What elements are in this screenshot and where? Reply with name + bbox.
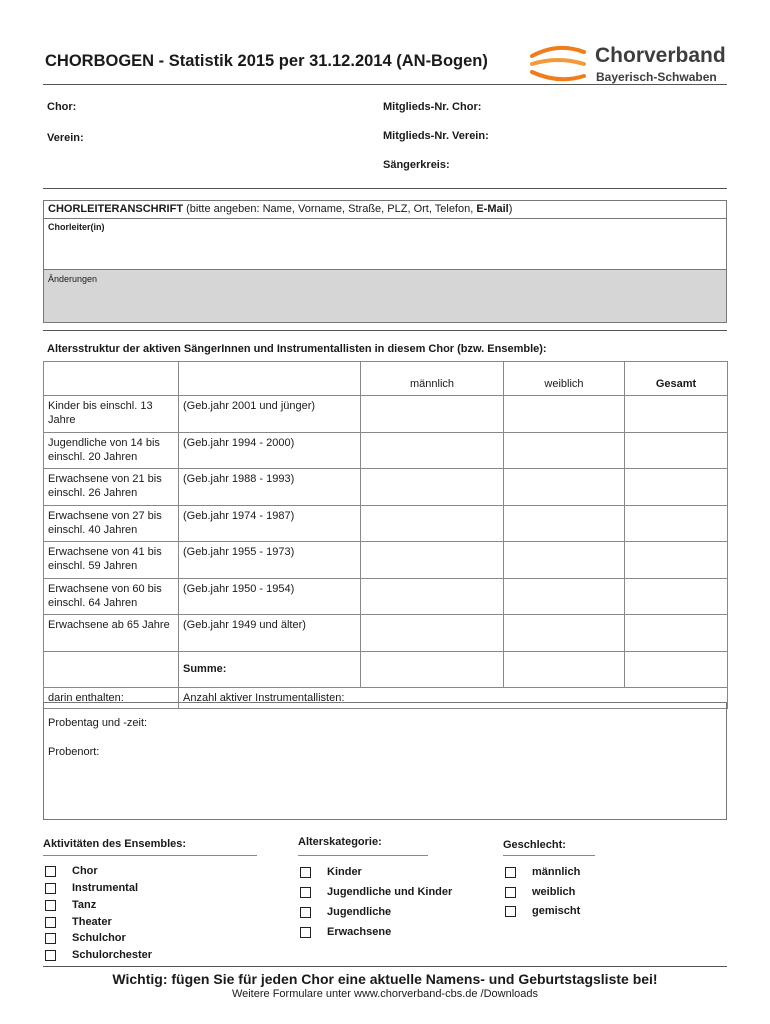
instrument-count-field[interactable]: Anzahl aktiver Instrumentallisten: <box>179 688 728 709</box>
header-cell-gesamt: Gesamt <box>625 362 728 396</box>
weiblich-input-cell[interactable] <box>504 469 625 506</box>
age-structure-heading: Altersstruktur der aktiven SängerInnen und Instrumentallisten in diesem Chor (bzw. Ensemble): <box>47 343 547 355</box>
gesamt-input-cell[interactable] <box>625 505 728 542</box>
table-row <box>44 615 728 652</box>
contained-label: darin enthalten: <box>44 688 179 709</box>
chor-field-label[interactable]: Chor: <box>47 101 77 113</box>
logo <box>528 44 748 86</box>
maennlich-input-cell[interactable] <box>361 505 504 542</box>
checkbox[interactable] <box>300 907 311 918</box>
table-row <box>44 542 728 579</box>
verein-field-label[interactable]: Verein: <box>47 132 84 144</box>
chorleiter-label: Chorleiter(in) <box>48 222 105 232</box>
logo-title: Chorverband <box>595 44 726 67</box>
checkbox[interactable] <box>45 950 56 961</box>
fields-divider <box>43 188 727 189</box>
row-label: Erwachsene von 27 bis einschl. 40 Jahren <box>44 505 179 542</box>
activities-heading: Aktivitäten des Ensembles: <box>43 838 187 850</box>
age-structure-table <box>43 361 728 709</box>
header-cell-maennlich: männlich <box>361 362 504 396</box>
checkbox[interactable] <box>45 933 56 944</box>
weiblich-input-cell[interactable] <box>504 396 625 433</box>
table-row <box>44 396 728 433</box>
gesamt-input-cell[interactable] <box>625 615 728 652</box>
gesamt-input-cell[interactable] <box>625 469 728 506</box>
checkbox[interactable] <box>300 927 311 938</box>
row-range: (Geb.jahr 2001 und jünger) <box>179 396 361 433</box>
footer-divider <box>43 966 727 967</box>
gender-heading: Geschlecht: <box>503 839 566 851</box>
activities-underline <box>43 855 257 856</box>
checkbox[interactable] <box>45 900 56 911</box>
weiblich-input-cell[interactable] <box>504 542 625 579</box>
row-label: Jugendliche von 14 bis einschl. 20 Jahren <box>44 432 179 469</box>
maennlich-input-cell[interactable] <box>361 469 504 506</box>
table-row <box>44 505 728 542</box>
aenderungen-field[interactable] <box>43 269 727 323</box>
rehearsal-box[interactable] <box>43 702 727 820</box>
row-label: Erwachsene von 41 bis einschl. 59 Jahren <box>44 542 179 579</box>
table-row <box>44 432 728 469</box>
row-label: Kinder bis einschl. 13 Jahre <box>44 396 179 433</box>
header-cell-range <box>179 362 361 396</box>
checkbox[interactable] <box>45 883 56 894</box>
logo-mark-icon <box>528 44 588 84</box>
gesamt-input-cell[interactable] <box>625 396 728 433</box>
row-label: Erwachsene von 21 bis einschl. 26 Jahren <box>44 469 179 506</box>
sum-row <box>44 651 728 688</box>
weiblich-input-cell[interactable] <box>504 432 625 469</box>
table-row <box>44 469 728 506</box>
footer-link[interactable]: Weitere Formulare unter www.chorverband-cbs.de /Downloads <box>231 988 539 1000</box>
row-range: (Geb.jahr 1950 - 1954) <box>179 578 361 615</box>
row-label: Erwachsene ab 65 Jahre <box>44 615 179 652</box>
mitglieds-nr-verein-label[interactable]: Mitglieds-Nr. Verein: <box>383 130 489 142</box>
maennlich-input-cell[interactable] <box>361 396 504 433</box>
maennlich-input-cell[interactable] <box>361 578 504 615</box>
checkbox[interactable] <box>505 887 516 898</box>
age-category-heading: Alterskategorie: <box>298 836 382 848</box>
logo-subtitle: Bayerisch-Schwaben <box>596 70 717 84</box>
page-title: CHORBOGEN - Statistik 2015 per 31.12.2014 (AN-Bogen) <box>45 52 488 70</box>
weiblich-input-cell[interactable] <box>504 505 625 542</box>
row-range: (Geb.jahr 1988 - 1993) <box>179 469 361 506</box>
table-row <box>44 578 728 615</box>
address-heading-box <box>43 200 727 219</box>
row-range: (Geb.jahr 1949 und älter) <box>179 615 361 652</box>
footer-note: Wichtig: fügen Sie für jeden Chor eine aktuelle Namens- und Geburtstagsliste bei! <box>112 971 658 987</box>
row-range: (Geb.jahr 1994 - 2000) <box>179 432 361 469</box>
checkbox[interactable] <box>45 866 56 877</box>
gesamt-input-cell[interactable] <box>625 542 728 579</box>
checkbox[interactable] <box>505 867 516 878</box>
weiblich-input-cell[interactable] <box>504 578 625 615</box>
checkbox[interactable] <box>505 906 516 917</box>
weiblich-input-cell[interactable] <box>504 615 625 652</box>
rehearsal-time-label: Probentag und -zeit: <box>48 717 148 729</box>
sum-maennlich-cell[interactable] <box>361 651 504 688</box>
age-category-underline <box>298 855 428 856</box>
table-header-row <box>44 362 728 396</box>
row-label: Erwachsene von 60 bis einschl. 64 Jahren <box>44 578 179 615</box>
sum-gesamt-cell[interactable] <box>625 651 728 688</box>
mitglieds-nr-chor-label[interactable]: Mitglieds-Nr. Chor: <box>383 101 482 113</box>
checkbox[interactable] <box>45 917 56 928</box>
checkbox[interactable] <box>300 887 311 898</box>
gender-underline <box>503 855 595 856</box>
aenderungen-label: Änderungen <box>48 274 98 284</box>
checkbox[interactable] <box>300 867 311 878</box>
header-cell-weiblich: weiblich <box>504 362 625 396</box>
saengerkreis-label[interactable]: Sängerkreis: <box>383 159 450 171</box>
maennlich-input-cell[interactable] <box>361 615 504 652</box>
sum-weiblich-cell[interactable] <box>504 651 625 688</box>
address-heading: CHORLEITERANSCHRIFT (bitte angeben: Name, Vorname, Straße, PLZ, Ort, Telefon, E-Mail) <box>48 203 513 215</box>
maennlich-input-cell[interactable] <box>361 542 504 579</box>
row-range: (Geb.jahr 1974 - 1987) <box>179 505 361 542</box>
rehearsal-place-label: Probenort: <box>48 746 100 758</box>
header-cell-label <box>44 362 179 396</box>
gesamt-input-cell[interactable] <box>625 432 728 469</box>
maennlich-input-cell[interactable] <box>361 432 504 469</box>
sum-empty-cell <box>44 651 179 688</box>
header-divider <box>43 84 727 85</box>
chorleiter-field[interactable] <box>43 218 727 270</box>
gesamt-input-cell[interactable] <box>625 578 728 615</box>
row-range: (Geb.jahr 1955 - 1973) <box>179 542 361 579</box>
address-divider <box>43 330 727 331</box>
sum-label: Summe: <box>179 651 361 688</box>
